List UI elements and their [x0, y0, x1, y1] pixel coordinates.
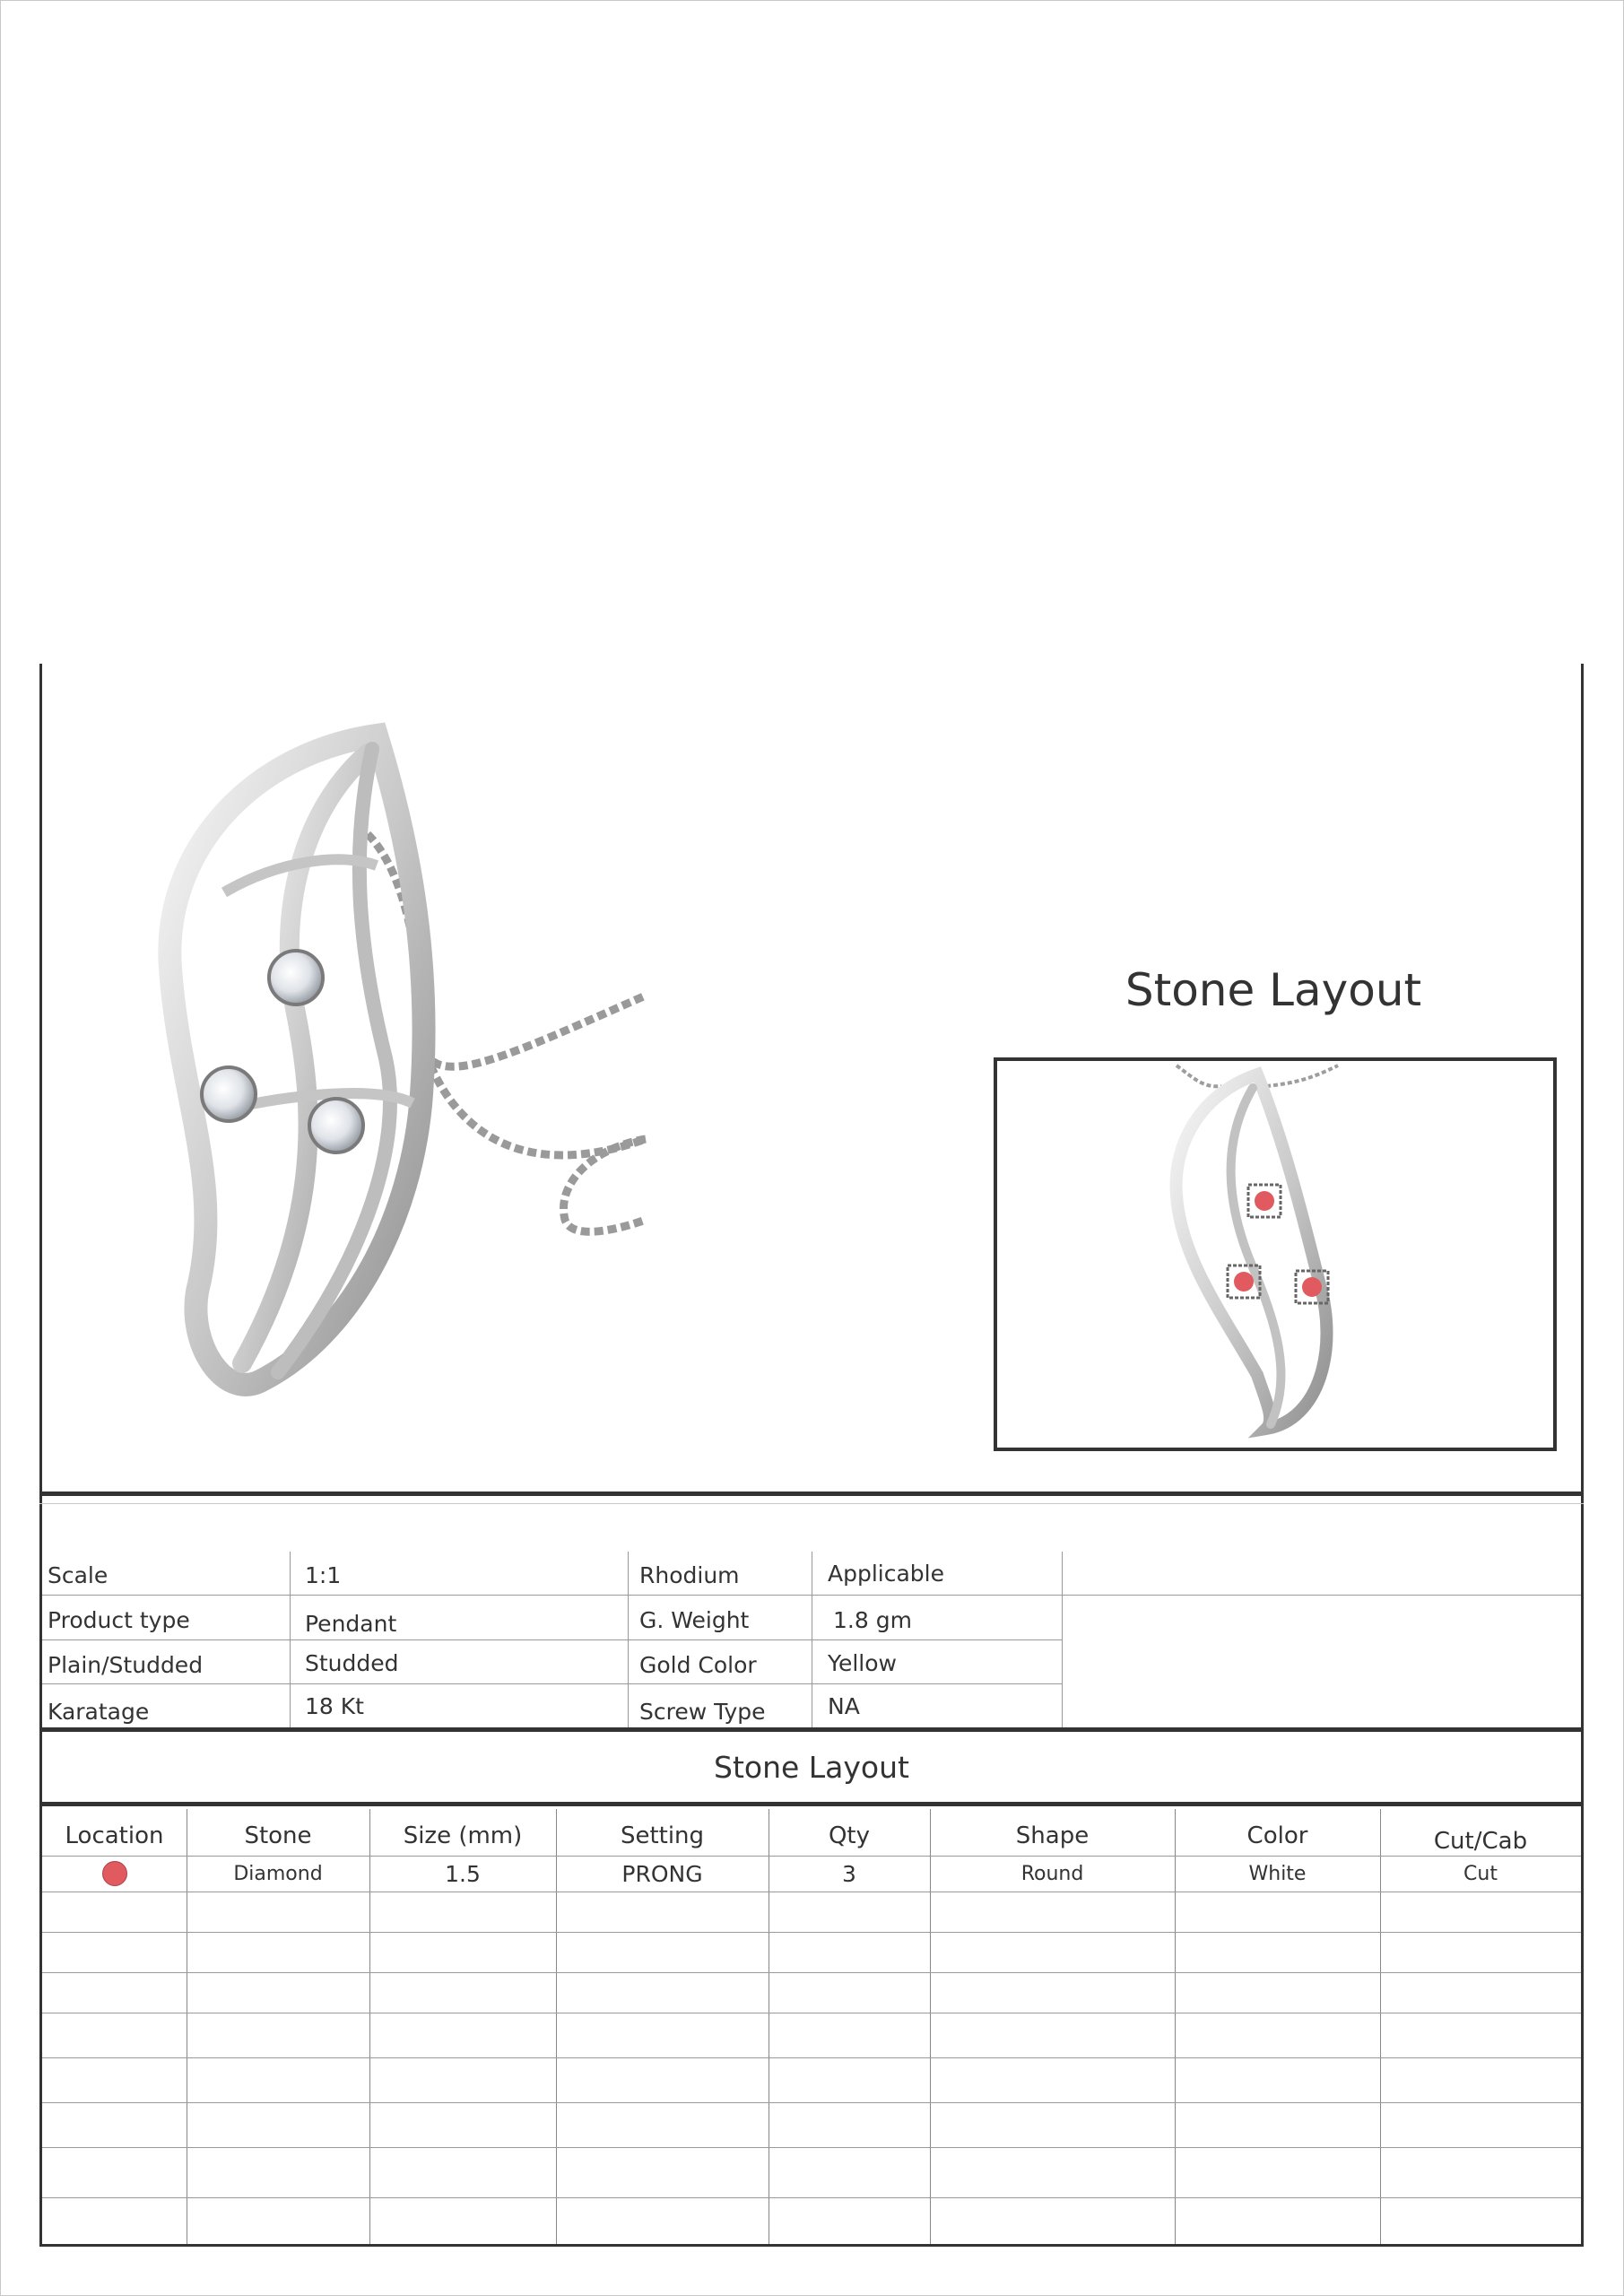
- table-cell: 3: [842, 1860, 856, 1887]
- spec-label: G. Weight: [639, 1607, 750, 1633]
- column-header: Location: [65, 1822, 164, 1849]
- stone-layout-image: [997, 1061, 1553, 1448]
- table-cell: White: [1248, 1862, 1307, 1885]
- location-marker-cell: [42, 1856, 187, 1892]
- spec-value: NA: [828, 1693, 860, 1719]
- table-cell: Cut: [1463, 1862, 1498, 1885]
- column-header: Setting: [620, 1822, 705, 1849]
- table-cell: 1.5: [445, 1860, 481, 1887]
- spec-label: Plain/Studded: [48, 1652, 204, 1678]
- spec-value: 18 Kt: [305, 1693, 364, 1719]
- sheet-border-right: [1581, 664, 1584, 2247]
- spec-label: Gold Color: [639, 1652, 757, 1678]
- stone-layout-title: Stone Layout: [1125, 964, 1422, 1016]
- stone-layout-box: [994, 1057, 1557, 1451]
- column-header: Cut/Cab: [1433, 1828, 1528, 1855]
- leaf-frame: [169, 735, 423, 1385]
- column-header: Stone: [244, 1822, 312, 1849]
- column-header: Color: [1246, 1822, 1308, 1849]
- spec-label: Screw Type: [639, 1699, 766, 1725]
- table-cell: Round: [1020, 1862, 1084, 1885]
- spec-value: Studded: [305, 1650, 399, 1676]
- stone-table: [42, 1809, 1581, 2244]
- column-header: Size (mm): [403, 1822, 523, 1849]
- column-header: Shape: [1015, 1822, 1090, 1849]
- diamond-stones: [202, 951, 363, 1152]
- spec-label: Rhodium: [639, 1562, 740, 1588]
- table-cell: Diamond: [233, 1862, 323, 1885]
- spec-label: Karatage: [48, 1699, 150, 1725]
- location-dot-icon: [102, 1861, 127, 1886]
- spec-label: Product type: [48, 1607, 190, 1633]
- divider: [39, 1802, 1584, 1806]
- table-cell: PRONG: [621, 1860, 703, 1887]
- pendant-product-image: [143, 718, 807, 1426]
- spec-label: Scale: [48, 1562, 109, 1588]
- column-header: Qty: [828, 1822, 871, 1849]
- stone-table-title: Stone Layout: [714, 1749, 909, 1785]
- spec-value: Pendant: [305, 1611, 397, 1637]
- divider: [39, 1492, 1584, 1496]
- spec-value: 1:1: [305, 1562, 342, 1588]
- spec-value: 1.8 gm: [833, 1607, 912, 1633]
- sheet-border-bottom: [39, 2244, 1584, 2247]
- divider: [39, 1503, 1584, 1504]
- spec-table: [42, 1552, 1581, 1729]
- spec-value: Applicable: [828, 1561, 944, 1587]
- spec-value: Yellow: [828, 1650, 897, 1676]
